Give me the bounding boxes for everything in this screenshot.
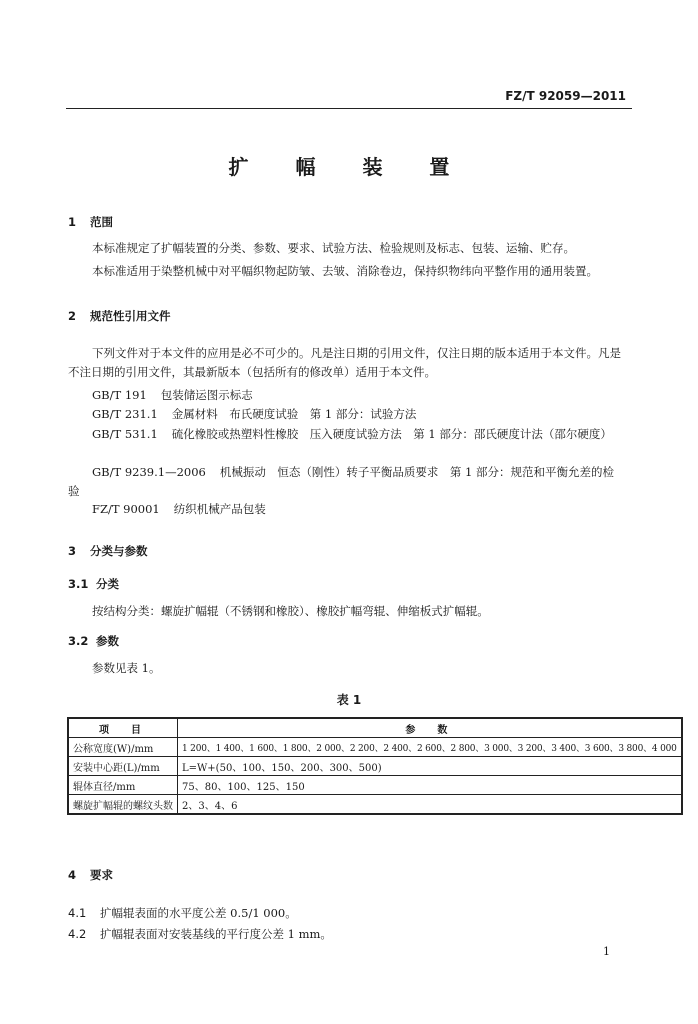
section-4-heading [68, 867, 113, 883]
section-number: 4 [68, 868, 77, 882]
table-header-row [68, 718, 682, 738]
reference-code: GB/T 531.1 [92, 427, 158, 441]
table-row [68, 795, 682, 815]
reference-item [92, 406, 430, 422]
section-2-heading [68, 308, 171, 324]
table-cell-item: 辊体直径/mm [68, 776, 178, 795]
table-row [68, 738, 682, 757]
section-title: 分类 [96, 577, 119, 591]
reference-code: FZ/T 90001 [92, 502, 160, 516]
document-title: 扩 幅 装 置 [228, 155, 470, 179]
clause-number: 4.2 [68, 927, 87, 941]
requirement-4-2 [68, 926, 332, 942]
section-title: 参数 [96, 634, 119, 648]
table-cell-item: 螺旋扩幅辊的螺纹头数 [68, 795, 178, 815]
clause-number: 4.1 [68, 906, 87, 920]
classification-text: 按结构分类：螺旋扩幅辊（不锈钢和橡胶）、橡胶扩幅弯辊、伸缩板式扩幅辊。 [92, 604, 489, 618]
reference-title: 机械振动 恒态（刚性）转子平衡品质要求 第 1 部分：规范和平衡允差的检验 [68, 465, 614, 498]
reference-code: GB/T 191 [92, 388, 147, 402]
section-number: 3.1 [68, 577, 89, 591]
reference-item [92, 501, 280, 517]
reference-item [92, 387, 267, 403]
scope-paragraph-1: 本标准规定了扩幅装置的分类、参数、要求、试验方法、检验规则及标志、包装、运输、贮存。 [92, 241, 575, 255]
parameters-text: 参数见表 1。 [92, 661, 161, 675]
reference-code: GB/T 231.1 [92, 407, 158, 421]
table-cell-item: 安装中心距(L)/mm [68, 757, 178, 776]
standard-code: FZ/T 92059—2011 [505, 89, 626, 103]
section-number: 3 [68, 544, 77, 558]
table-cell-value: L=W+(50、100、150、200、300、500) [178, 757, 682, 776]
table-cell-value: 2、3、4、6 [178, 795, 682, 815]
section-title: 分类与参数 [90, 544, 148, 558]
table-cell-value: 1 200、1 400、1 600、1 800、2 000、2 200、2 400、2 600、2 800、3 000、3 200、3 400、3 600、3 800、4 000 [178, 738, 682, 757]
section-3-1-heading [68, 576, 119, 592]
table-header-cell: 参 数 [178, 718, 682, 738]
section-number: 1 [68, 215, 77, 229]
reference-title: 包装储运图示标志 [160, 388, 253, 402]
reference-item [68, 425, 630, 444]
header-rule [66, 108, 632, 109]
page-number: 1 [603, 945, 610, 958]
section-1-heading [68, 214, 113, 230]
section-number: 3.2 [68, 634, 89, 648]
section-title: 范围 [90, 215, 113, 229]
reference-code: GB/T 9239.1—2006 [92, 465, 206, 479]
section-title: 要求 [90, 868, 113, 882]
section-3-2-heading [68, 633, 119, 649]
requirement-4-1 [68, 905, 297, 921]
table-cell-item: 公称宽度(W)/mm [68, 738, 178, 757]
reference-title: 硫化橡胶或热塑料性橡胶 压入硬度试验方法 第 1 部分：邵氏硬度计法（邵尔硬度） [171, 427, 612, 441]
clause-text: 扩幅辊表面对安装基线的平行度公差 1 mm。 [100, 927, 332, 941]
table-row [68, 757, 682, 776]
table-caption: 表 1 [336, 693, 362, 707]
section-title: 规范性引用文件 [90, 309, 171, 323]
clause-text: 扩幅辊表面的水平度公差 0.5/1 000。 [100, 906, 297, 920]
parameters-table [67, 717, 683, 815]
reference-title: 纺织机械产品包装 [173, 502, 266, 516]
references-intro: 下列文件对于本文件的应用是必不可少的。凡是注日期的引用文件，仅注日期的版本适用于本文件。凡是不注日期的引用文件，其最新版本（包括所有的修改单）适用于本文件。 [68, 346, 621, 379]
scope-paragraph-2: 本标准适用于染整机械中对平幅织物起防皱、去皱、消除卷边，保持织物纬向平整作用的通用装置。 [92, 264, 598, 278]
reference-title: 金属材料 布氏硬度试验 第 1 部分：试验方法 [171, 407, 417, 421]
table-row [68, 776, 682, 795]
table-header-cell: 项 目 [68, 718, 178, 738]
table-cell-value: 75、80、100、125、150 [178, 776, 682, 795]
section-3-heading [68, 543, 148, 559]
section-number: 2 [68, 309, 77, 323]
reference-item [68, 463, 630, 501]
